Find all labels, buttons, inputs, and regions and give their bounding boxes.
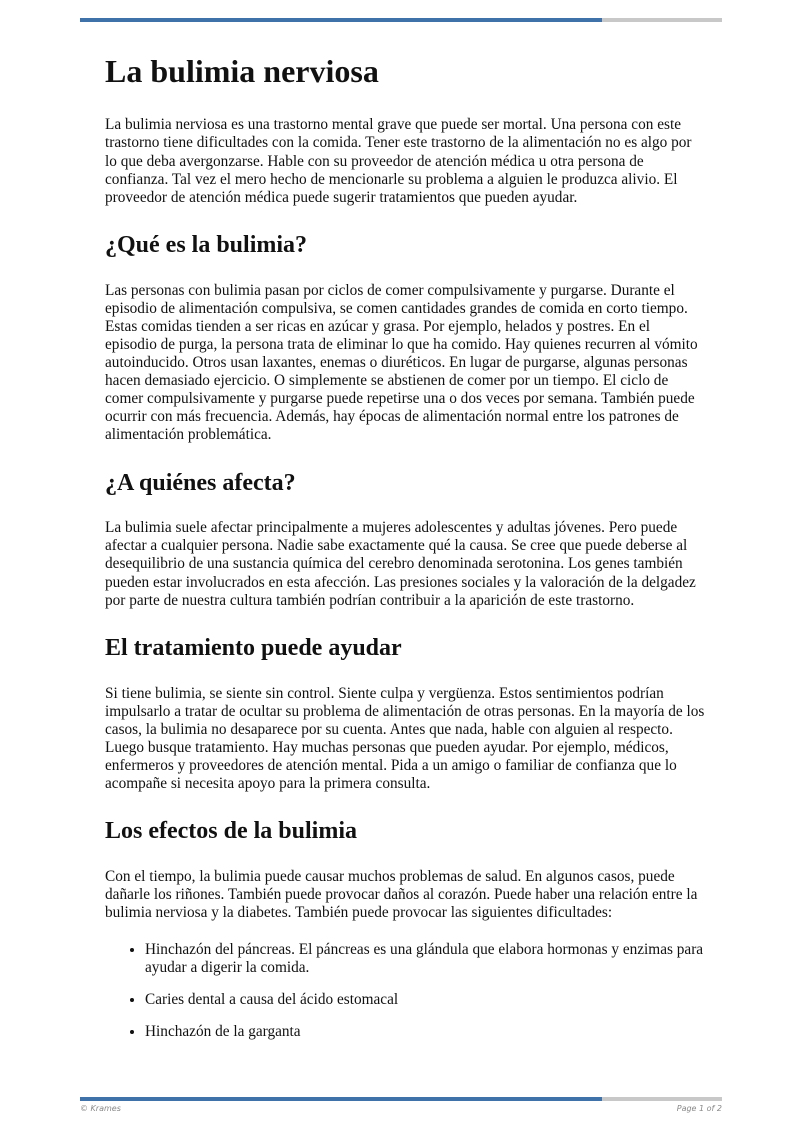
section-heading-what-is: ¿Qué es la bulimia?	[105, 231, 308, 258]
page-footer	[80, 1104, 722, 1113]
section-body-what-is: Las personas con bulimia pasan por ciclos de comer compulsivamente y purgarse. Durante el episodio de alimentación compulsiva, se comen cantidades grandes de comida en corto tiempo. Estas comidas tienden a ser ricas en azúcar y grasa. Por ejemplo, helados y postres. En el episodio de purga, la persona trata de eliminar lo que ha comido. Hay quienes recurren al vómito autoinducido. Otros usan laxantes, enemas o diuréticos. En lugar de purgarse, algunas personas hacen demasiado ejercicio. O simplemente se abstienen de comer por un tiempo. El ciclo de comer compulsivamente y purgarse puede repetirse una o dos veces por semana. También puede ocurrir con más frecuencia. Además, hay épocas de alimentación normal entre los patrones de alimentación problemática.	[105, 281, 698, 444]
copyright-text: © Krames	[80, 1104, 121, 1113]
top-rule-blue	[80, 18, 602, 22]
list-item: • Hinchazón del páncreas. El páncreas es una glándula que elabora hormonas y enzimas para ayudar a digerir la comida.	[145, 941, 705, 977]
bottom-rule-gray	[602, 1097, 722, 1101]
effects-list	[105, 941, 705, 1041]
bottom-rule-blue	[80, 1097, 602, 1101]
bottom-rule	[80, 1097, 722, 1101]
section-body-effects: Con el tiempo, la bulimia puede causar muchos problemas de salud. En algunos casos, puede dañarle los riñones. También puede provocar daños al corazón. Puede haber una relación entre la bulimia nerviosa y la diabetes. También puede provocar las siguientes dificultades:	[105, 867, 698, 922]
list-item: • Hinchazón de la garganta	[145, 1023, 705, 1041]
section-heading-effects: Los efectos de la bulimia	[105, 818, 357, 845]
section-heading-who-affects: ¿A quiénes afecta?	[105, 469, 296, 496]
top-rule-gray	[602, 18, 722, 22]
top-rule	[80, 18, 722, 22]
section-body-treatment: Si tiene bulimia, se siente sin control. Siente culpa y vergüenza. Estos sentimientos podrían impulsarlo a tratar de ocultar su problema de alimentación de otras personas. En la mayoría de los casos, la bulimia no desaparece por su cuenta. Antes que nada, hable con alguien al respecto. Luego busque tratamiento. Hay muchas personas que pueden ayudar. Por ejemplo, médicos, enfermeros y proveedores de atención mental. Pida a un amigo o familiar de confianza que lo acompañe si necesita apoyo para la primera consulta.	[105, 684, 705, 793]
document-body	[105, 52, 705, 1056]
page-number: Page 1 of 2	[676, 1104, 722, 1113]
section-heading-treatment: El tratamiento puede ayudar	[105, 634, 402, 661]
page-title: La bulimia nerviosa	[105, 53, 379, 89]
list-item: • Caries dental a causa del ácido estomacal	[145, 991, 705, 1009]
intro-paragraph: La bulimia nerviosa es una trastorno mental grave que puede ser mortal. Una persona con este trastorno tiene dificultades con la comida. Tener este trastorno de la alimentación no es algo por lo que deba avergonzarse. Hable con su proveedor de atención médica u otra persona de confianza. Tal vez el mero hecho de mencionarle su problema a alguien le produzca alivio. El proveedor de atención médica puede sugerir tratamientos que pueden ayudar.	[105, 116, 692, 206]
section-body-who-affects: La bulimia suele afectar principalmente a mujeres adolescentes y adultas jóvenes. Pero puede afectar a cualquier persona. Nadie sabe exactamente qué la causa. Se cree que puede deberse al desequilibrio de una sustancia química del cerebro denominada serotonina. Los genes también pueden estar involucrados en esta afección. Las presiones sociales y la valoración de la delgadez por parte de nuestra cultura también podrían contribuir a la aparición de este trastorno.	[105, 519, 696, 609]
